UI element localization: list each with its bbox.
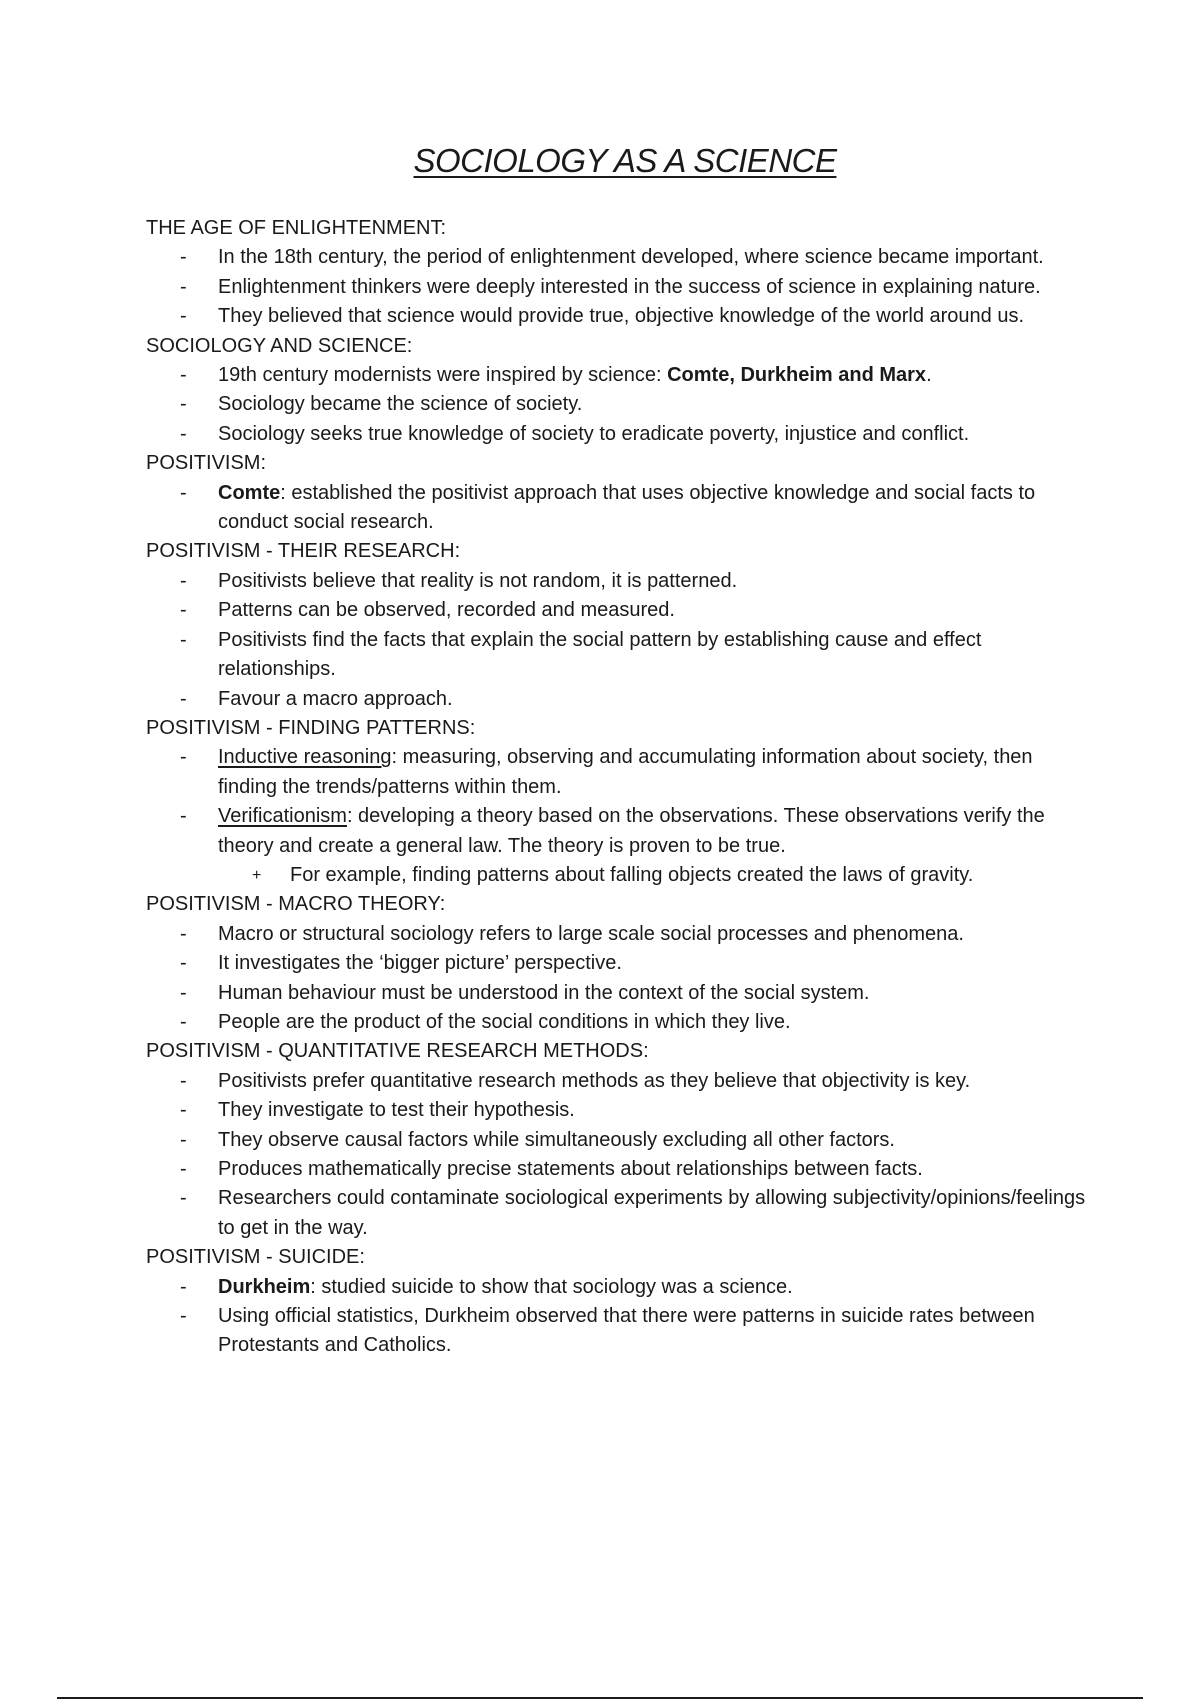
bullet-list (146, 243, 1086, 331)
bullet-list (146, 1067, 1086, 1243)
bullet-marker: - (180, 1010, 187, 1033)
list-item (146, 1155, 1086, 1184)
section (146, 332, 1086, 450)
bullet-text: Sociology became the science of society. (218, 393, 583, 416)
bullet-text: They believed that science would provide true, objective knowledge of the world around us. (218, 305, 1025, 328)
sub-bullet-list (218, 861, 1086, 890)
bullet-marker: - (180, 422, 187, 445)
bullet-text: Using official statistics, Durkheim observed that there were patterns in suicide rates between Protestants and Catholics. (218, 1305, 1035, 1357)
bullet-text: : measuring, observing and accumulating information about society, then finding the trends/patterns within them. (218, 746, 1033, 798)
section (146, 537, 1086, 713)
bullet-marker: - (180, 1158, 187, 1180)
list-item (146, 1302, 1086, 1361)
section-heading: THE AGE OF ENLIGHTENMENT: (146, 217, 447, 239)
sub-bullet-text: For example, finding patterns about falling objects created the laws of gravity. (290, 863, 974, 886)
bullet-marker: - (180, 569, 187, 592)
section-heading: POSITIVISM - SUICIDE: (146, 1246, 365, 1269)
bullet-text: 19th century modernists were inspired by science: (218, 364, 668, 387)
bullet-marker: - (180, 246, 187, 269)
sub-bullet-marker: + (252, 866, 262, 884)
bullet-text: Enlightenment thinkers were deeply interested in the success of science in explaining nature. (218, 275, 1041, 298)
bullet-text-tail: . (926, 364, 932, 387)
list-item (146, 1184, 1086, 1243)
section (146, 214, 1086, 332)
list-item (146, 949, 1086, 978)
list-item (146, 1008, 1086, 1037)
bullet-text: It investigates the ‘bigger picture’ perspective. (218, 952, 622, 975)
bullet-list (146, 361, 1086, 449)
bold-term: Comte (218, 481, 281, 504)
bullet-marker: - (180, 1069, 187, 1092)
list-item (146, 979, 1086, 1008)
bullet-text: Sociology seeks true knowledge of society to eradicate poverty, injustice and conflict. (218, 422, 970, 445)
bullet-text: Produces mathematically precise statements about relationships between facts. (218, 1158, 923, 1180)
bullet-text: Researchers could contaminate sociological experiments by allowing subjectivity/opinions/feelings to get in the way. (218, 1187, 1086, 1239)
bullet-marker: - (180, 1099, 187, 1122)
list-item (146, 1273, 1086, 1302)
bullet-list (146, 479, 1086, 538)
section-heading: POSITIVISM - QUANTITATIVE RESEARCH METHODS: (146, 1040, 649, 1063)
list-item (146, 685, 1086, 714)
bullet-text: In the 18th century, the period of enlightenment developed, where science became important. (218, 246, 1044, 269)
list-item (146, 390, 1086, 419)
bullet-text: They investigate to test their hypothesis. (218, 1099, 575, 1122)
footer-divider (57, 1697, 1143, 1699)
bullet-marker: - (180, 922, 187, 945)
bullet-marker: - (180, 305, 187, 328)
page-title: SOCIOLOGY AS A SCIENCE (413, 142, 837, 179)
bullet-marker: - (180, 687, 187, 710)
bullet-marker: - (180, 628, 187, 651)
section-heading: SOCIOLOGY AND SCIENCE: (146, 334, 413, 357)
section (146, 714, 1086, 890)
bullet-text: : established the positivist approach that uses objective knowledge and social facts to conduct social research. (218, 481, 1036, 534)
bullet-marker: - (180, 393, 187, 416)
bullet-marker: - (180, 1275, 187, 1298)
bullet-marker: - (180, 952, 187, 975)
bullet-marker: - (180, 275, 187, 298)
bullet-marker: - (180, 599, 187, 622)
section (146, 1037, 1086, 1243)
list-item (146, 243, 1086, 272)
list-item (146, 802, 1086, 890)
bullet-marker: - (180, 481, 187, 504)
bullet-text: People are the product of the social conditions in which they live. (218, 1010, 791, 1033)
bullet-marker: - (180, 746, 187, 769)
section-heading: POSITIVISM: (146, 452, 267, 475)
bullet-text: : developing a theory based on the observations. These observations verify the theory and create a general law. The theory is proven to be true. (218, 805, 1045, 857)
bullet-text: Positivists prefer quantitative research methods as they believe that objectivity is key. (218, 1069, 971, 1092)
list-item (146, 1067, 1086, 1096)
section (146, 890, 1086, 1037)
document-body (146, 214, 1086, 1361)
list-item (146, 361, 1086, 390)
bullet-marker: - (180, 1305, 187, 1328)
list-item (146, 479, 1086, 538)
section (146, 449, 1086, 537)
bullet-text: Macro or structural sociology refers to large scale social processes and phenomena. (218, 922, 964, 945)
bullet-list (146, 567, 1086, 714)
underlined-term: Verificationism (218, 805, 347, 828)
section-heading: POSITIVISM - MACRO THEORY: (146, 893, 446, 916)
bullet-marker: - (180, 981, 187, 1004)
list-item (146, 743, 1086, 802)
list-item (146, 1126, 1086, 1155)
section-heading: POSITIVISM - FINDING PATTERNS: (146, 716, 476, 739)
bullet-list (146, 743, 1086, 890)
bullet-marker: - (180, 1128, 187, 1151)
bullet-text: They observe causal factors while simultaneously excluding all other factors. (218, 1128, 895, 1151)
list-item (146, 302, 1086, 331)
bullet-text: Positivists believe that reality is not random, it is patterned. (218, 569, 738, 592)
list-item (146, 626, 1086, 685)
bullet-marker: - (180, 364, 187, 387)
bold-term: Comte, Durkheim and Marx (667, 364, 927, 387)
bullet-text: : studied suicide to show that sociology was a science. (310, 1275, 793, 1298)
bullet-list (146, 920, 1086, 1038)
bullet-text: Human behaviour must be understood in the context of the social system. (218, 981, 870, 1004)
list-item (146, 273, 1086, 302)
sub-list-item (218, 861, 1086, 890)
section-heading: POSITIVISM - THEIR RESEARCH: (146, 540, 461, 563)
list-item (146, 567, 1086, 596)
section (146, 1243, 1086, 1361)
underlined-term: Inductive reasoning (218, 746, 392, 769)
bullet-text: Patterns can be observed, recorded and measured. (218, 599, 675, 622)
list-item (146, 920, 1086, 949)
list-item (146, 420, 1086, 449)
list-item (146, 1096, 1086, 1125)
list-item (146, 596, 1086, 625)
bullet-marker: - (180, 805, 187, 828)
bullet-text: Positivists find the facts that explain the social pattern by establishing cause and effect relationships. (218, 628, 982, 681)
bold-term: Durkheim (218, 1275, 311, 1298)
bullet-list (146, 1273, 1086, 1361)
bullet-text: Favour a macro approach. (218, 687, 453, 710)
bullet-marker: - (180, 1187, 187, 1210)
